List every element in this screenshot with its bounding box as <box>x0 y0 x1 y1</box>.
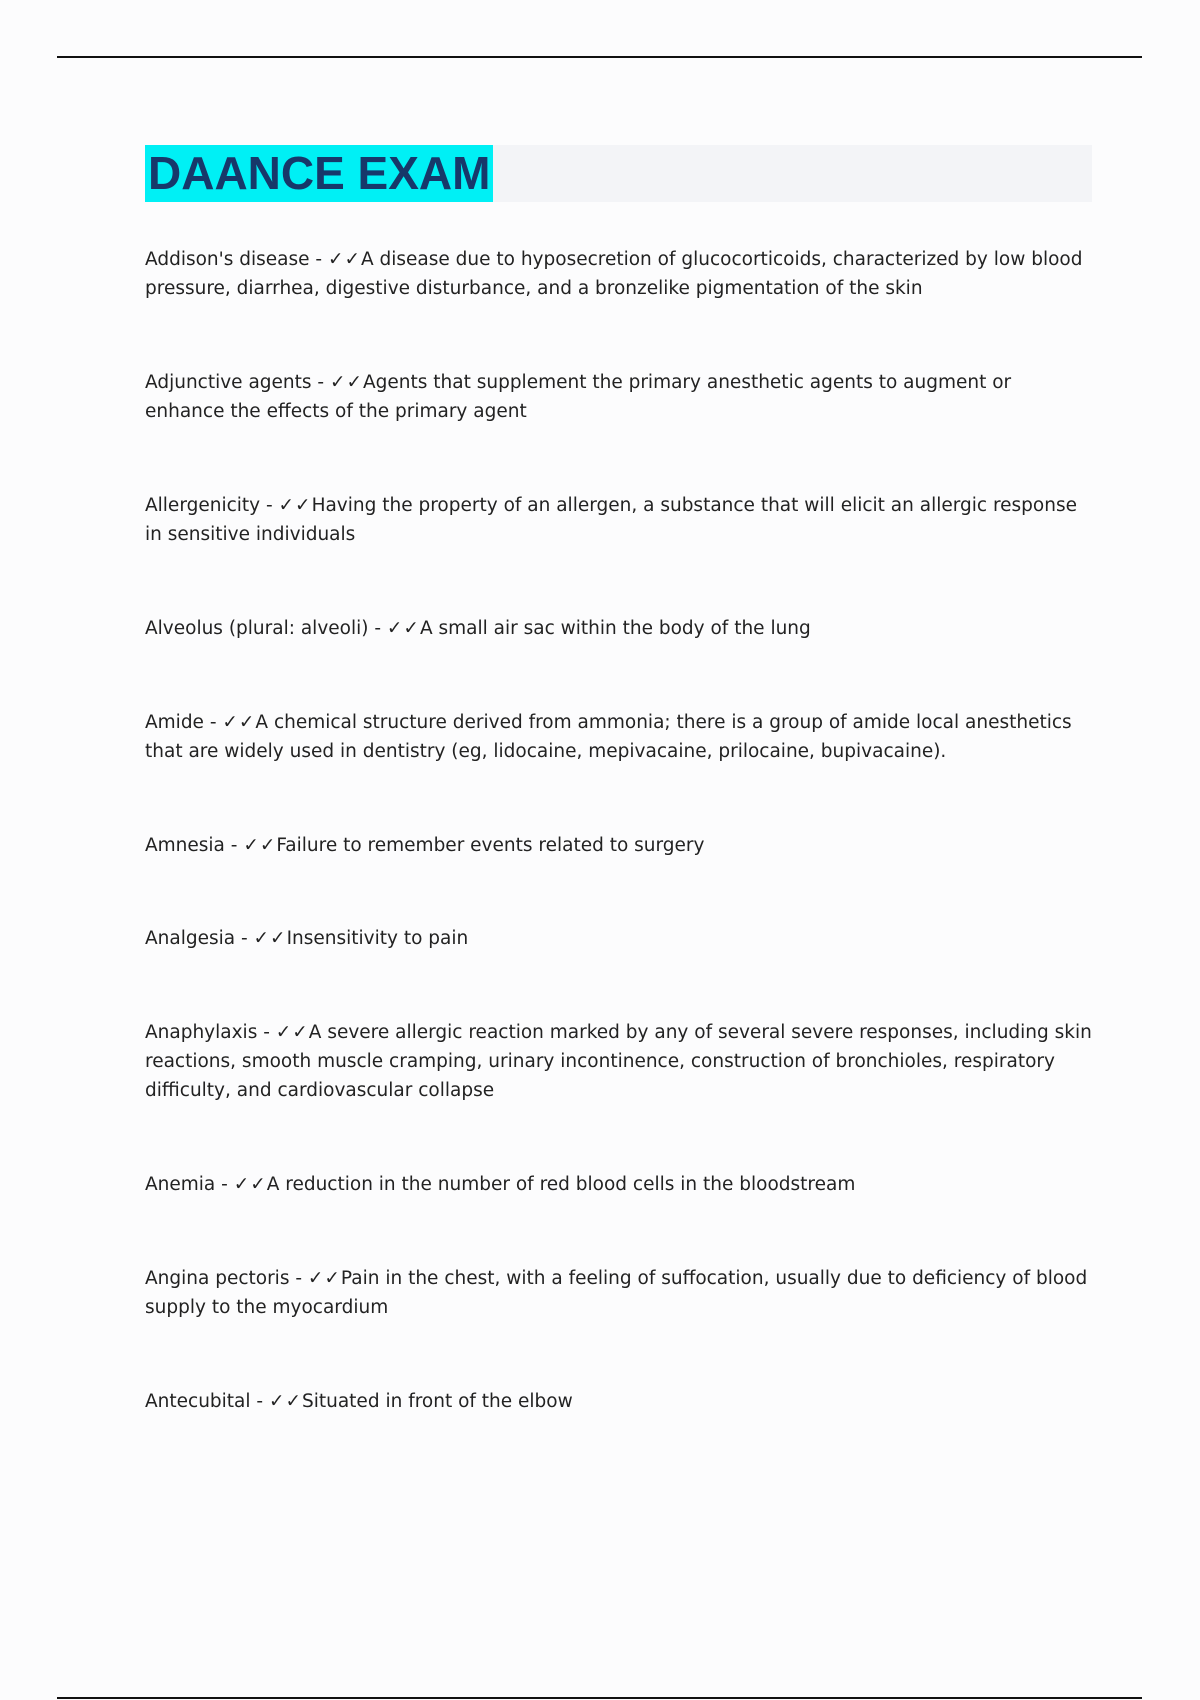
glossary-entry <box>145 1387 1095 1416</box>
glossary-entry <box>145 924 1095 953</box>
entry-separator: - <box>311 372 330 393</box>
entry-separator: - <box>260 495 279 516</box>
check-marks-icon: ✓✓ <box>268 1391 302 1412</box>
bottom-rule <box>57 1697 1142 1699</box>
entry-definition: Situated in front of the elbow <box>301 1391 573 1412</box>
entry-term: Amnesia <box>145 835 225 856</box>
check-marks-icon: ✓✓ <box>275 1022 309 1043</box>
entry-separator: - <box>289 1268 308 1289</box>
entry-definition: A reduction in the number of red blood cells in the bloodstream <box>266 1174 856 1195</box>
check-marks-icon: ✓✓ <box>386 618 420 639</box>
glossary-entry <box>145 245 1095 303</box>
entry-separator: - <box>203 712 223 733</box>
top-rule <box>57 56 1142 58</box>
check-marks-icon: ✓✓ <box>222 712 256 733</box>
entry-separator: - <box>309 249 328 270</box>
check-marks-icon: ✓✓ <box>329 372 363 393</box>
entry-separator: - <box>224 835 244 856</box>
glossary-entry <box>145 368 1095 426</box>
document-title: DAANCE EXAM <box>148 147 491 199</box>
glossary-entry <box>145 1018 1095 1105</box>
entry-separator: - <box>257 1022 276 1043</box>
entry-definition: A chemical structure derived from ammonia; there is a group of amide local anesthetics that are widely used in dentistry (eg, lidocaine, mepivacaine, prilocaine, bupivacaine). <box>145 712 1072 762</box>
entry-term: Alveolus (plural: alveoli) <box>145 618 369 639</box>
entry-term: Analgesia <box>145 928 236 949</box>
entry-term: Adjunctive agents <box>145 372 312 393</box>
entry-term: Allergenicity <box>145 495 261 516</box>
entry-definition: Failure to remember events related to surgery <box>276 835 705 856</box>
glossary-entry <box>145 614 1095 643</box>
entry-definition: Having the property of an allergen, a substance that will elicit an allergic response in sensitive individuals <box>145 495 1077 545</box>
glossary-entry <box>145 831 1095 860</box>
entry-definition: Insensitivity to pain <box>286 928 469 949</box>
entry-definition: Agents that supplement the primary anesthetic agents to augment or enhance the effects of the primary agent <box>145 372 1012 422</box>
entry-definition: A small air sac within the body of the lung <box>419 618 811 639</box>
entry-term: Addison's disease <box>145 249 310 270</box>
check-marks-icon: ✓✓ <box>243 835 277 856</box>
entry-term: Anemia <box>145 1174 216 1195</box>
entry-term: Amide <box>145 712 204 733</box>
title-highlight <box>145 145 493 202</box>
entry-term: Antecubital <box>145 1391 251 1412</box>
check-marks-icon: ✓✓ <box>233 1174 267 1195</box>
entry-definition: A disease due to hyposecretion of glucocorticoids, characterized by low blood pressure, diarrhea, digestive disturbance, and a bronzelike pigmentation of the skin <box>145 249 1083 299</box>
entry-term: Anaphylaxis <box>145 1022 258 1043</box>
glossary-entry <box>145 708 1095 766</box>
entry-separator: - <box>368 618 387 639</box>
glossary-entry <box>145 491 1095 549</box>
entry-definition: Pain in the chest, with a feeling of suffocation, usually due to deficiency of blood supply to the myocardium <box>145 1268 1088 1318</box>
check-marks-icon: ✓✓ <box>253 928 287 949</box>
entry-separator: - <box>235 928 254 949</box>
entry-separator: - <box>215 1174 234 1195</box>
glossary-entry <box>145 1170 1095 1199</box>
check-marks-icon: ✓✓ <box>278 495 312 516</box>
check-marks-icon: ✓✓ <box>307 1268 341 1289</box>
entry-term: Angina pectoris <box>145 1268 290 1289</box>
check-marks-icon: ✓✓ <box>327 249 361 270</box>
entry-definition: A severe allergic reaction marked by any of several severe responses, including skin reactions, smooth muscle cramping, urinary incontinence, construction of bronchioles, respiratory difficulty, and cardiovascular collapse <box>145 1022 1092 1101</box>
entry-separator: - <box>250 1391 269 1412</box>
glossary-entry <box>145 1264 1095 1322</box>
